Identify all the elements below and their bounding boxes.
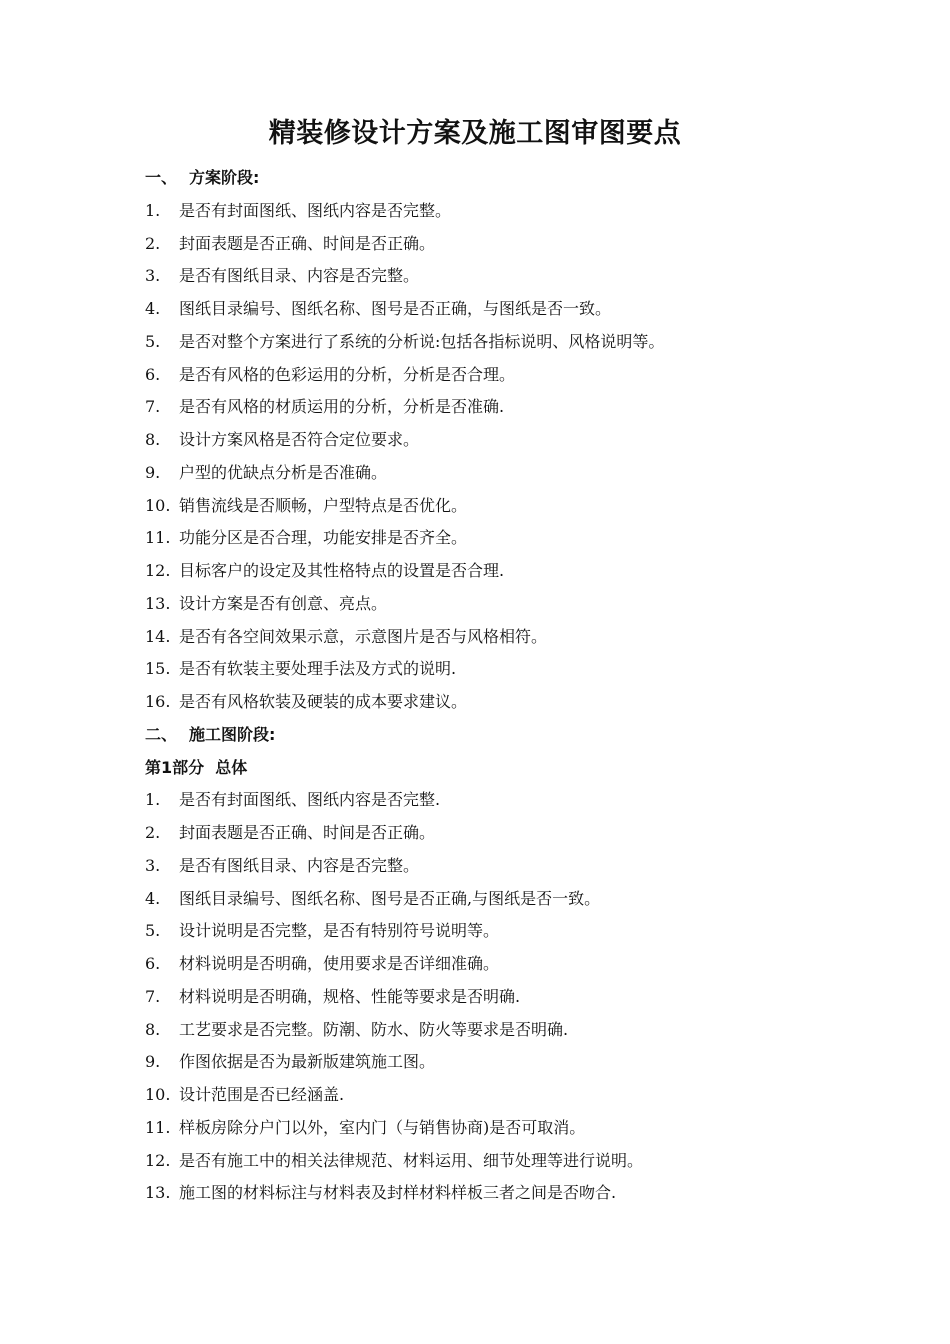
item-text: 设计范围是否已经涵盖. <box>179 1085 345 1104</box>
item-number: 13. <box>145 593 171 613</box>
item-text: 作图依据是否为最新版建筑施工图。 <box>179 1052 436 1072</box>
item-number: 2. <box>145 233 161 253</box>
item-number: 1. <box>145 790 161 810</box>
list-item <box>145 555 905 588</box>
item-number: 16. <box>145 692 171 711</box>
item-number: 10. <box>145 495 171 515</box>
document-body <box>145 162 905 1210</box>
list-item <box>145 424 905 457</box>
list-item <box>145 228 905 261</box>
item-number: 11. <box>145 1117 171 1137</box>
item-number: 3. <box>145 855 161 875</box>
item-number: 12. <box>145 561 171 580</box>
item-number: 7. <box>145 986 161 1006</box>
section-heading-construction <box>145 719 905 752</box>
item-text: 是否有风格的色彩运用的分析，分析是否合理。 <box>179 364 516 384</box>
item-number: 9. <box>145 462 161 482</box>
item-text: 户型的优缺点分析是否准确。 <box>179 462 388 482</box>
item-text: 样板房除分户门以外，室内门（与销售协商)是否可取消。 <box>179 1117 586 1137</box>
document-title: 精装修设计方案及施工图审图要点 <box>268 118 682 149</box>
item-number: 8. <box>145 430 161 449</box>
item-text: 材料说明是否明确，使用要求是否详细准确。 <box>179 954 500 973</box>
item-text: 销售流线是否顺畅，户型特点是否优化。 <box>179 495 468 515</box>
scheme-item-list <box>145 195 905 719</box>
list-item <box>145 981 905 1014</box>
list-item <box>145 1177 905 1210</box>
list-item <box>145 915 905 948</box>
item-text: 工艺要求是否完整。防潮、防水、防火等要求是否明确. <box>179 1019 569 1039</box>
part-heading: 第1部分 总体 <box>145 757 248 777</box>
list-item <box>145 588 905 621</box>
list-item <box>145 1046 905 1079</box>
section-label: 方案阶段: <box>189 168 260 187</box>
list-item <box>145 490 905 523</box>
list-item <box>145 293 905 326</box>
item-number: 2. <box>145 823 161 842</box>
item-number: 8. <box>145 1019 161 1039</box>
list-item <box>145 686 905 719</box>
list-item <box>145 1014 905 1047</box>
item-text: 设计说明是否完整，是否有特别符号说明等。 <box>179 921 500 941</box>
item-number: 7. <box>145 397 161 417</box>
list-item <box>145 883 905 916</box>
item-text: 是否有图纸目录、内容是否完整。 <box>179 855 420 875</box>
item-number: 11. <box>145 528 171 548</box>
list-item <box>145 621 905 654</box>
item-text: 是否有施工中的相关法律规范、材料运用、细节处理等进行说明。 <box>179 1150 644 1170</box>
item-number: 5. <box>145 331 161 351</box>
item-number: 13. <box>145 1183 171 1203</box>
list-item <box>145 326 905 359</box>
item-number: 6. <box>145 364 161 384</box>
item-text: 封面表题是否正确、时间是否正确。 <box>179 233 436 253</box>
item-text: 图纸目录编号、图纸名称、图号是否正确,与图纸是否一致。 <box>179 888 601 908</box>
section-label: 施工图阶段: <box>189 724 276 744</box>
list-item <box>145 195 905 228</box>
item-number: 12. <box>145 1150 171 1170</box>
list-item <box>145 1145 905 1178</box>
list-item <box>145 817 905 850</box>
section-heading-scheme <box>145 162 905 195</box>
list-item <box>145 457 905 490</box>
item-text: 材料说明是否明确，规格、性能等要求是否明确. <box>179 986 521 1006</box>
list-item <box>145 948 905 981</box>
item-number: 5. <box>145 921 161 941</box>
item-text: 是否有各空间效果示意，示意图片是否与风格相符。 <box>179 626 548 646</box>
item-number: 9. <box>145 1052 161 1072</box>
section-number: 一、 <box>145 168 178 187</box>
item-text: 是否对整个方案进行了系统的分析说:包括各指标说明、风格说明等。 <box>179 331 665 351</box>
item-text: 施工图的材料标注与材料表及封样材料样板三者之间是否吻合. <box>179 1183 617 1203</box>
construction-item-list <box>145 784 905 1210</box>
item-text: 是否有图纸目录、内容是否完整。 <box>179 266 420 286</box>
item-text: 是否有封面图纸、图纸内容是否完整。 <box>179 200 452 220</box>
item-text: 是否有风格的材质运用的分析，分析是否准确. <box>179 397 505 417</box>
item-number: 1. <box>145 200 161 220</box>
item-number: 15. <box>145 659 171 679</box>
item-text: 功能分区是否合理，功能安排是否齐全。 <box>179 528 468 548</box>
item-text: 图纸目录编号、图纸名称、图号是否正确，与图纸是否一致。 <box>179 299 612 318</box>
item-number: 10. <box>145 1085 171 1104</box>
item-text: 是否有封面图纸、图纸内容是否完整. <box>179 790 441 810</box>
list-item <box>145 391 905 424</box>
item-text: 是否有软装主要处理手法及方式的说明. <box>179 659 457 679</box>
list-item <box>145 1079 905 1112</box>
item-text: 设计方案是否有创意、亮点。 <box>179 593 388 613</box>
item-text: 设计方案风格是否符合定位要求。 <box>179 430 420 449</box>
list-item <box>145 359 905 392</box>
item-number: 4. <box>145 299 161 318</box>
list-item <box>145 522 905 555</box>
item-number: 6. <box>145 954 161 973</box>
list-item <box>145 260 905 293</box>
list-item <box>145 784 905 817</box>
item-number: 14. <box>145 626 171 646</box>
item-number: 3. <box>145 266 161 286</box>
list-item <box>145 850 905 883</box>
list-item <box>145 653 905 686</box>
list-item <box>145 1112 905 1145</box>
item-text: 封面表题是否正确、时间是否正确。 <box>179 823 436 842</box>
section-number: 二、 <box>145 724 178 744</box>
item-text: 目标客户的设定及其性格特点的设置是否合理. <box>179 561 505 580</box>
item-text: 是否有风格软装及硬装的成本要求建议。 <box>179 692 468 711</box>
item-number: 4. <box>145 888 161 908</box>
